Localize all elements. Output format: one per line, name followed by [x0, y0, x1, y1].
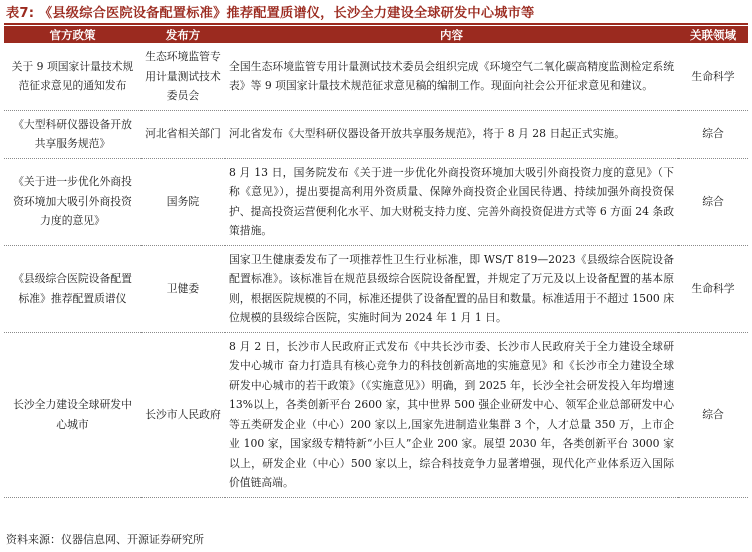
publisher-cell: 生态环境监管专用计量测试技术委员会: [141, 43, 225, 110]
content-cell: 8 月 2 日，长沙市人民政府正式发布《中共长沙市委、长沙市人民政府关于全力建设全球研发中心城市 奋力打造具有核心竞争力的科技创新高地的实施意见》和《长沙市全力建设全球研发中心城市的若干政策》（《实施意见》）明确，到 2025 年，长沙全社会研发投入年均增速 13%以上，各类创新平台 2600 家，其中世界 500 强企业研发中心、领军企业总部研发中心等五类研发企业（中心）200 家以上,国家先进制造业集群 3 个，人才总量 350 万，上市企业 100 家，国家级专精特新“小巨人”企业 200 家。展望 2030 年，各类创新平台 3000 家以上，研发企业（中心）500 家以上，综合科技竞争力显著增强，现代化产业体系迈入国际价值链高端。: [225, 332, 678, 497]
policy-cell: 《县级综合医院设备配置标准》推荐配置质谱仪: [4, 245, 141, 332]
field-cell: 生命科学: [678, 245, 748, 332]
content-cell: 8 月 13 日，国务院发布《关于进一步优化外商投资环境加大吸引外商投资力度的意见》（下称《意见》），提出要提高利用外资质量、保障外商投资企业国民待遇、持续加强外商投资保护、提高投资运营便利化水平、加大财税支持力度、完善外商投资促进方式等 6 方面 24 条政策措施。: [225, 158, 678, 245]
policy-cell: 《大型科研仪器设备开放共享服务规范》: [4, 110, 141, 158]
table-row: [4, 110, 748, 158]
title-divider: [4, 23, 748, 25]
table-row: [4, 43, 748, 110]
field-cell: 综合: [678, 110, 748, 158]
table-row: [4, 245, 748, 332]
header-content: 内容: [225, 26, 678, 43]
table-title: 表7: 《县级综合医院设备配置标准》推荐配置质谱仪，长沙全力建设全球研发中心城市等: [6, 6, 535, 21]
header-field: 关联领域: [678, 26, 748, 43]
policy-cell: 《关于进一步优化外商投资环境加大吸引外商投资力度的意见》: [4, 158, 141, 245]
table-row: [4, 158, 748, 245]
publisher-cell: 河北省相关部门: [141, 110, 225, 158]
header-policy: 官方政策: [4, 26, 141, 43]
policy-cell: 长沙全力建设全球研发中心城市: [4, 332, 141, 497]
content-cell: 全国生态环境监管专用计量测试技术委员会组织完成《环境空气二氧化碳高精度监测检定系统表》等 9 项国家计量技术规范征求意见稿的编制工作。现面向社会公开征求意见和建议。: [225, 43, 678, 110]
field-cell: 综合: [678, 332, 748, 497]
field-cell: 综合: [678, 158, 748, 245]
header-publisher: 发布方: [141, 26, 225, 43]
policy-table: [4, 26, 748, 498]
content-cell: 国家卫生健康委发布了一项推荐性卫生行业标准，即 WS/T 819—2023《县级综合医院设备配置标准》。该标准旨在规范县级综合医院设备配置，并规定了万元及以上设备配置的基本原则，根据医院规模的不同，标准还提供了设备配置的品目和数量。标准适用于不超过 1500 床位规模的县级综合医院，实施时间为 2024 年 1 月 1 日。: [225, 245, 678, 332]
publisher-cell: 卫健委: [141, 245, 225, 332]
publisher-cell: 长沙市人民政府: [141, 332, 225, 497]
content-cell: 河北省发布《大型科研仪器设备开放共享服务规范》，将于 8 月 28 日起正式实施。: [225, 110, 678, 158]
publisher-cell: 国务院: [141, 158, 225, 245]
table-row: [4, 332, 748, 497]
policy-cell: 关于 9 项国家计量技术规范征求意见的通知发布: [4, 43, 141, 110]
table-header-row: [4, 26, 748, 43]
field-cell: 生命科学: [678, 43, 748, 110]
source-note: 资料来源：仪器信息网、开源证券研究所: [6, 533, 204, 546]
